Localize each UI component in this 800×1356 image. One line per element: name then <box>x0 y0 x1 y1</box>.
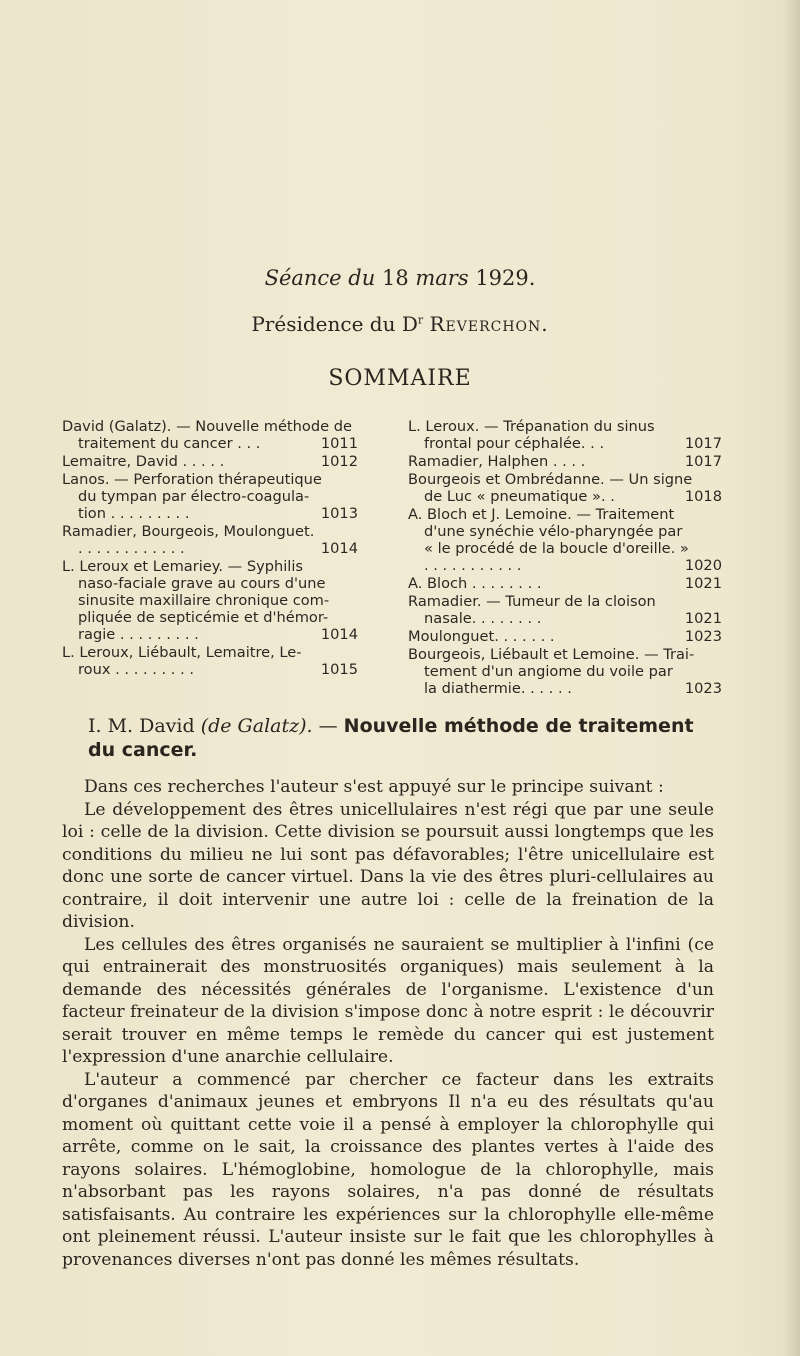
toc-entry-line: de Luc « pneumatique ». . 1018 <box>424 488 722 505</box>
article-title-text-2: du cancer. <box>88 739 198 761</box>
article-body <box>62 776 714 1271</box>
toc-entry-line: Lanos. — Perforation thérapeutique <box>62 471 322 488</box>
toc-entry-line: Ramadier, Halphen . . . . 1017 <box>408 453 722 470</box>
paragraph-2: Le développement des êtres unicellulaires n'est régi que par une seule loi : celle de la division. Cette division se poursuit aussi longtemps que les conditions du milieu ne lui sont pas défavorables; l'être unicellulaire est donc une sorte de cancer virtuel. Dans la vie des êtres pluri-cellulaires au contraire, il doit intervenir une autre loi : celle de la freination de la division. <box>62 799 714 932</box>
paragraph-3: Les cellules des êtres organisés ne sauraient se multiplier à l'infini (ce qui entrainerait des monstruosités organiques) mais seulement à la demande des nécessités générales de l'organisme. L'existence d'un facteur freinateur de la division s'impose donc à notre esprit : le découvrir serait trouver en même temps le remède du cancer qui est justement l'expression d'une anarchie cellulaire. <box>62 934 714 1067</box>
toc-entry-line: frontal pour céphalée. . . 1017 <box>424 435 722 452</box>
article-dash: — <box>312 715 344 737</box>
session-heading <box>0 266 800 290</box>
toc-entry-line: David (Galatz). — Nouvelle méthode de <box>62 418 352 435</box>
presidency-line <box>0 312 800 336</box>
toc-entry-line: Ramadier, Bourgeois, Moulonguet. <box>62 523 315 540</box>
toc-entry-line: L. Leroux, Liébault, Lemaitre, Le- <box>62 644 302 661</box>
toc-entry <box>408 418 722 452</box>
toc-entry-line: Bourgeois et Ombrédanne. — Un signe <box>408 471 693 488</box>
toc-entry <box>408 593 722 627</box>
toc-page-number: 1020 <box>684 557 722 574</box>
toc-page-number: 1015 <box>320 661 358 678</box>
toc-entry-line: Ramadier. — Tumeur de la cloison <box>408 593 656 610</box>
paragraph-1: Dans ces recherches l'auteur s'est appuyé sur le principe suivant : <box>84 777 664 797</box>
toc-entry-line: Moulonguet. . . . . . . 1023 <box>408 628 722 645</box>
toc-entry-line: A. Bloch et J. Lemoine. — Traitement <box>408 506 675 523</box>
toc-entry-line: Bourgeois, Liébault et Lemoine. — Trai- <box>408 646 695 663</box>
toc-entry-line: « le procédé de la boucle d'oreille. » <box>424 540 689 557</box>
toc-entry-line: roux . . . . . . . . . 1015 <box>78 661 358 678</box>
toc-entry <box>62 558 358 643</box>
toc-entry <box>408 471 722 505</box>
toc-entry <box>62 523 358 557</box>
article-title-text-1: Nouvelle méthode de traitement <box>343 715 694 737</box>
presidency-name: Reverchon. <box>429 312 549 336</box>
toc-entry-line: du tympan par électro-coagula- <box>78 488 310 505</box>
toc-entry-line: tement d'un angiome du voile par <box>424 663 673 680</box>
session-day: 18 <box>381 266 409 290</box>
toc-entry <box>62 418 358 452</box>
toc-entry-line: tion . . . . . . . . . 1013 <box>78 505 358 522</box>
summary-title: SOMMAIRE <box>328 366 472 391</box>
toc-entry-line: sinusite maxillaire chronique com- <box>78 592 330 609</box>
toc-entry-line: L. Leroux et Lemariey. — Syphilis <box>62 558 304 575</box>
presidency-prefix: Présidence du D <box>251 312 418 336</box>
article-author: I. M. David <box>88 715 195 737</box>
toc-page-number: 1018 <box>684 488 722 505</box>
toc-entry-line: la diathermie. . . . . . 1023 <box>424 680 722 697</box>
presidency-sup: r <box>417 313 424 327</box>
article-title <box>88 714 718 762</box>
toc-entry-line: L. Leroux. — Trépanation du sinus <box>408 418 655 435</box>
toc-page-number: 1013 <box>320 505 358 522</box>
toc-entry <box>62 453 358 470</box>
toc-entry <box>408 453 722 470</box>
toc-page-number: 1023 <box>684 628 722 645</box>
toc-page-number: 1017 <box>684 453 722 470</box>
toc-entry-line: traitement du cancer . . . 1011 <box>78 435 358 452</box>
toc-entry-line: d'une synéchie vélo-pharyngée par <box>424 523 683 540</box>
toc-right-column <box>408 418 722 698</box>
toc-entry <box>408 575 722 592</box>
article-place: (de Galatz). <box>200 715 313 737</box>
toc-entry <box>408 646 722 697</box>
toc-entry-line: ragie . . . . . . . . . 1014 <box>78 626 358 643</box>
toc-entry-line: nasale. . . . . . . . 1021 <box>424 610 722 627</box>
session-year: 1929. <box>475 266 536 290</box>
toc-page-number: 1012 <box>320 453 358 470</box>
toc-entry-line: . . . . . . . . . . . 1020 <box>424 557 722 574</box>
toc-page-number: 1011 <box>320 435 358 452</box>
toc-entry <box>62 471 358 522</box>
toc-page-number: 1021 <box>684 575 722 592</box>
toc-page-number: 1014 <box>320 540 358 557</box>
toc-entry <box>408 506 722 574</box>
toc-page-number: 1021 <box>684 610 722 627</box>
page-edge-shadow <box>784 0 800 1356</box>
toc-entry-line: Lemaitre, David . . . . . 1012 <box>62 453 358 470</box>
toc-left-column <box>62 418 358 679</box>
toc-entry-line: naso-faciale grave au cours d'une <box>78 575 326 592</box>
toc-entry-line: A. Bloch . . . . . . . . 1021 <box>408 575 722 592</box>
paragraph-4: L'auteur a commencé par chercher ce facteur dans les extraits d'organes d'animaux jeunes et embryons Il n'a eu des résultats qu'au moment où quittant cette voie il a pensé à employer la chlorophylle qui arrête, comme on le sait, la croissance des plantes vertes à l'aide des rayons solaires. L'hémoglobine, homologue de la chlorophylle, mais n'absorbant pas les rayons solaires, n'a pas donné de résultats satisfaisants. Au contraire les expériences sur la chlorophylle elle-même ont pleinement réussi. L'auteur insiste sur le fait que les chlorophylles à provenances diverses n'ont pas donné les mêmes résultats. <box>62 1069 714 1270</box>
toc-page-number: 1023 <box>684 680 722 697</box>
toc-page-number: 1017 <box>684 435 722 452</box>
toc-entry-line: . . . . . . . . . . . . 1014 <box>78 540 358 557</box>
session-month: mars <box>415 266 469 290</box>
toc-entry <box>62 644 358 678</box>
session-prefix: Séance du <box>264 266 376 290</box>
toc-entry-line: pliquée de septicémie et d'hémor- <box>78 609 329 626</box>
toc-entry <box>408 628 722 645</box>
toc-page-number: 1014 <box>320 626 358 643</box>
